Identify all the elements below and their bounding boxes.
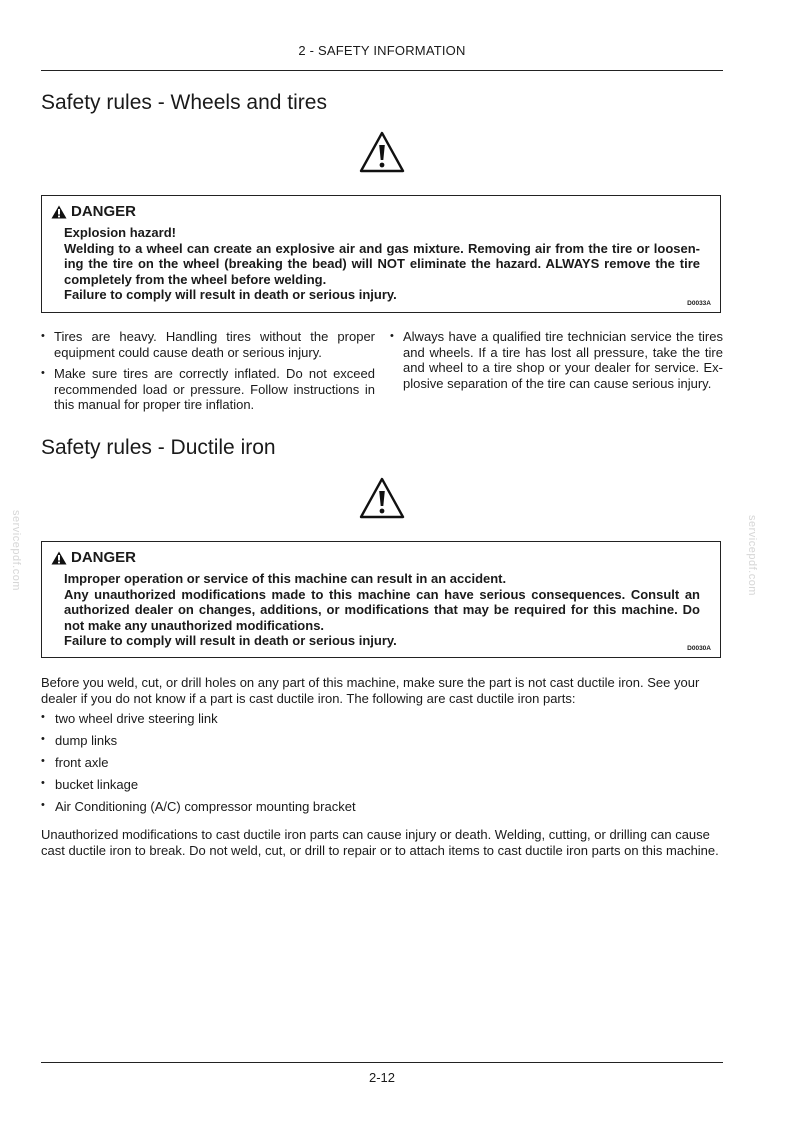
danger-code: D0033A — [687, 300, 711, 307]
danger-code: D0030A — [687, 645, 711, 652]
danger-label: DANGER — [71, 203, 137, 220]
list-item: • two wheel drive steering link — [41, 711, 218, 726]
wheels-left-column — [41, 329, 375, 413]
danger-box-wheels — [41, 195, 721, 313]
danger-message — [64, 225, 700, 303]
list-item: • Air Conditioning (A/C) compressor mounting bracket — [41, 799, 356, 814]
running-header: 2 - SAFETY INFORMATION — [298, 43, 466, 58]
section-title-wheels: Safety rules - Wheels and tires — [41, 91, 327, 114]
danger-line: Improper operation or service of this machine can result in an accident. — [64, 571, 507, 586]
list-item: • dump links — [41, 733, 117, 748]
danger-heading — [51, 549, 136, 566]
danger-triangle-icon — [51, 551, 67, 565]
list-item: • front axle — [41, 755, 108, 770]
watermark-left: servicepdf.com — [10, 510, 22, 591]
warning-triangle-icon — [358, 130, 406, 174]
list-item: • Always have a qualified tire technician service the tires and wheels. If a tire has lost all pressure, take the tire and wheel to a tire shop or your dealer for service. Ex-plosive separation of the tire can cause serious injury. — [390, 329, 723, 391]
list-item: • Make sure tires are correctly inflated. Do not exceed recommended load or pressure. Follow instructions in this manual for proper tire inflation. — [41, 366, 375, 413]
danger-line: Failure to comply will result in death or serious injury. — [64, 287, 397, 303]
danger-line: Explosion hazard! — [64, 225, 176, 240]
section-title-ductile: Safety rules - Ductile iron — [41, 436, 276, 459]
closing-paragraph: Unauthorized modifications to cast ductile iron parts can cause injury or death. Welding, cutting, or drilling can cause cast ductile iron to break. Do not weld, cut, or drill to repair or to attach items to cast ductile iron parts on this machine. — [41, 827, 719, 858]
watermark-right: servicepdf.com — [746, 515, 758, 596]
wheels-right-column — [390, 329, 723, 391]
page-number: 2-12 — [368, 1070, 396, 1085]
danger-box-ductile — [41, 541, 721, 658]
warning-triangle-icon — [358, 476, 406, 520]
header-rule — [41, 70, 723, 71]
ductile-intro — [41, 675, 723, 707]
danger-triangle-icon — [51, 205, 67, 219]
danger-line: Failure to comply will result in death or serious injury. — [64, 633, 397, 649]
danger-line: Any unauthorized modifications made to this machine can have serious consequences. Consult an authorized dealer on changes, additions, or modifications that may be required for this machine. Do not make any unauthorized modifications. — [64, 586, 700, 633]
danger-label: DANGER — [71, 549, 137, 566]
intro-paragraph: Before you weld, cut, or drill holes on any part of this machine, make sure the part is not cast ductile iron. See your dealer if you do not know if a part is cast ductile iron. The following are cast ductile iron parts: — [41, 675, 700, 706]
danger-message — [64, 571, 700, 649]
list-item: • bucket linkage — [41, 777, 138, 792]
danger-heading — [51, 203, 136, 220]
list-item: • Tires are heavy. Handling tires without the proper equipment could cause death or serious injury. — [41, 329, 375, 360]
ductile-parts-list — [41, 711, 641, 821]
ductile-closing — [41, 827, 723, 859]
danger-line: Welding to a wheel can create an explosive air and gas mixture. Removing air from the tire or loosen-ing the tire on the wheel (breaking the bead) will NOT eliminate the hazard. ALWAYS remove the tire completely from the wheel before welding. — [64, 240, 700, 287]
footer-rule — [41, 1062, 723, 1063]
